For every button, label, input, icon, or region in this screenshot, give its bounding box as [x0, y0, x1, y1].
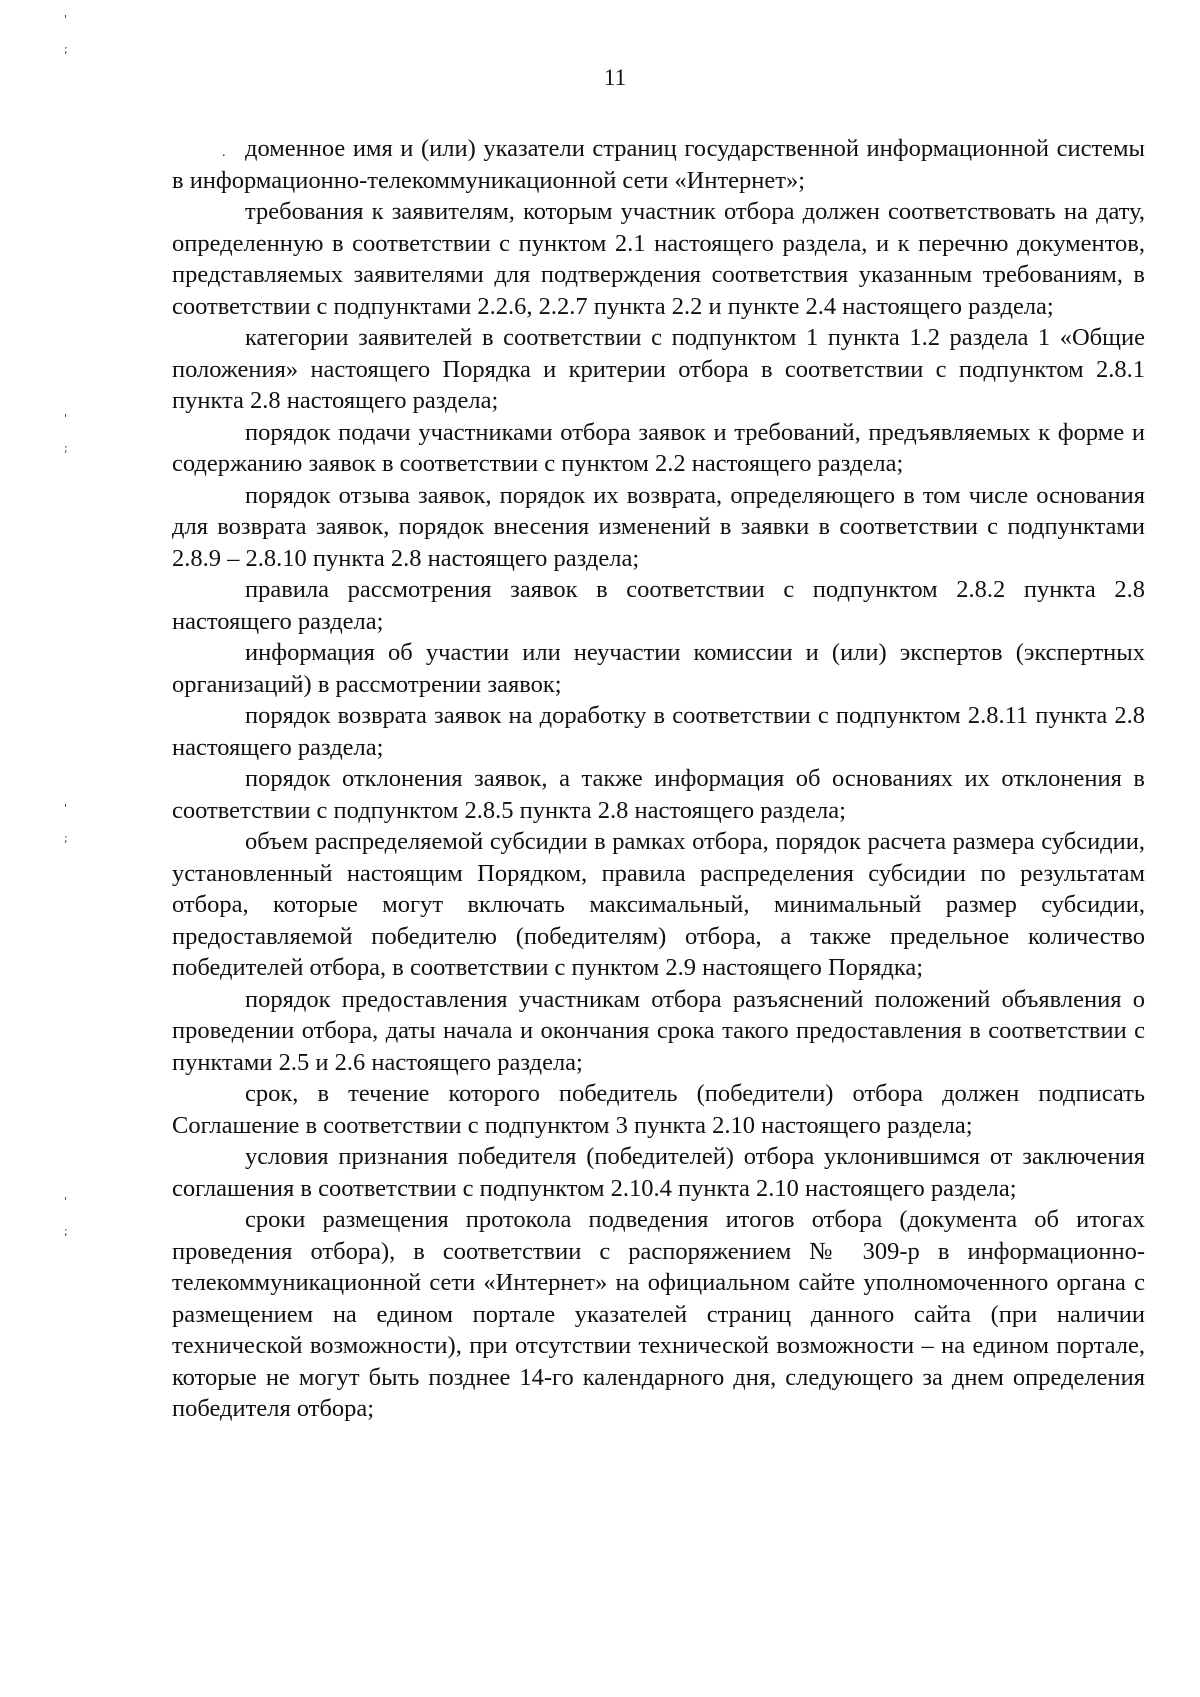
- margin-mark: ;: [64, 832, 68, 845]
- margin-mark: ': [64, 802, 68, 815]
- paragraph: требования к заявителям, которым участник отбора должен соответствовать на дату, определенную в соответствии с пунктом 2.1 настоящего раздела, и к перечню документов, представляемых заявителями для подтверждения соответствия указанным требованиям, в соответствии с подпунктами 2.2.6, 2.2.7 пункта 2.2 и пункте 2.4 настоящего раздела;: [172, 198, 1145, 320]
- paragraph: сроки размещения протокола подведения итогов отбора (документа об итогах проведения отбора), в соответствии с распоряжением № 309-р в информационно-телекоммуникационной сети «Интернет» на официальном сайте уполномоченного органа с размещением на едином портале указателей страниц данного сайта (при наличии технической возможности), при отсутствии технической возможности – на едином портале, которые не могут быть позднее 14-го календарного дня, следующего за днем определения победителя отбора;: [172, 1206, 1145, 1422]
- paragraph: порядок подачи участниками отбора заявок и требований, предъявляемых к форме и содержанию заявок в соответствии с пунктом 2.2 настоящего раздела;: [172, 418, 1145, 477]
- paragraph: порядок предоставления участникам отбора разъяснений положений объявления о проведении отбора, даты начала и окончания срока такого предоставления в соответствии с пунктами 2.5 и 2.6 настоящего раздела;: [172, 985, 1145, 1076]
- paragraph: порядок возврата заявок на доработку в соответствии с подпунктом 2.8.11 пункта 2.8 настоящего раздела;: [172, 702, 1145, 761]
- paragraph: доменное имя и (или) указатели страниц государственной информационной системы в информационно-телекоммуникационной сети «Интернет»;: [172, 135, 1145, 194]
- page-number: 11: [603, 65, 627, 90]
- margin-mark: ': [64, 1195, 68, 1208]
- paragraph: срок, в течение которого победитель (победители) отбора должен подписать Соглашение в соответствии с подпунктом 3 пункта 2.10 настоящего раздела;: [172, 1080, 1145, 1139]
- margin-mark: ;: [64, 43, 68, 56]
- paragraph: категории заявителей в соответствии с подпунктом 1 пункта 1.2 раздела 1 «Общие положения» настоящего Порядка и критерии отбора в соответствии с подпунктом 2.8.1 пункта 2.8 настоящего раздела;: [172, 324, 1145, 414]
- paragraph: порядок отклонения заявок, а также информация об основаниях их отклонения в соответствии с подпунктом 2.8.5 пункта 2.8 настоящего раздела;: [172, 765, 1145, 824]
- margin-mark: ': [64, 412, 68, 425]
- margin-mark: ': [64, 13, 68, 26]
- margin-mark: ;: [64, 442, 68, 455]
- paragraph: информация об участии или неучастии комиссии и (или) экспертов (экспертных организаций) в рассмотрении заявок;: [172, 639, 1145, 698]
- paragraph: порядок отзыва заявок, порядок их возврата, определяющего в том числе основания для возврата заявок, порядок внесения изменений в заявки в соответствии с подпунктами 2.8.9 – 2.8.10 пункта 2.8 настоящего раздела;: [172, 481, 1145, 572]
- document-body: [172, 133, 1145, 1425]
- paragraph: условия признания победителя (победителей) отбора уклонившимся от заключения соглашения в соответствии с подпунктом 2.10.4 пункта 2.10 настоящего раздела;: [172, 1143, 1145, 1202]
- margin-mark: ;: [64, 1225, 68, 1238]
- paragraph: объем распределяемой субсидии в рамках отбора, порядок расчета размера субсидии, установленный настоящим Порядком, правила распределения субсидии по результатам отбора, которые могут включать максимальный, минимальный размер субсидии, предоставляемой победителю (победителям) отбора, а также предельное количество победителей отбора, в соответствии с пунктом 2.9 настоящего Порядка;: [172, 828, 1145, 981]
- scan-dot-mark: .: [222, 145, 226, 160]
- paragraph: правила рассмотрения заявок в соответствии с подпунктом 2.8.2 пункта 2.8 настоящего раздела;: [172, 576, 1145, 635]
